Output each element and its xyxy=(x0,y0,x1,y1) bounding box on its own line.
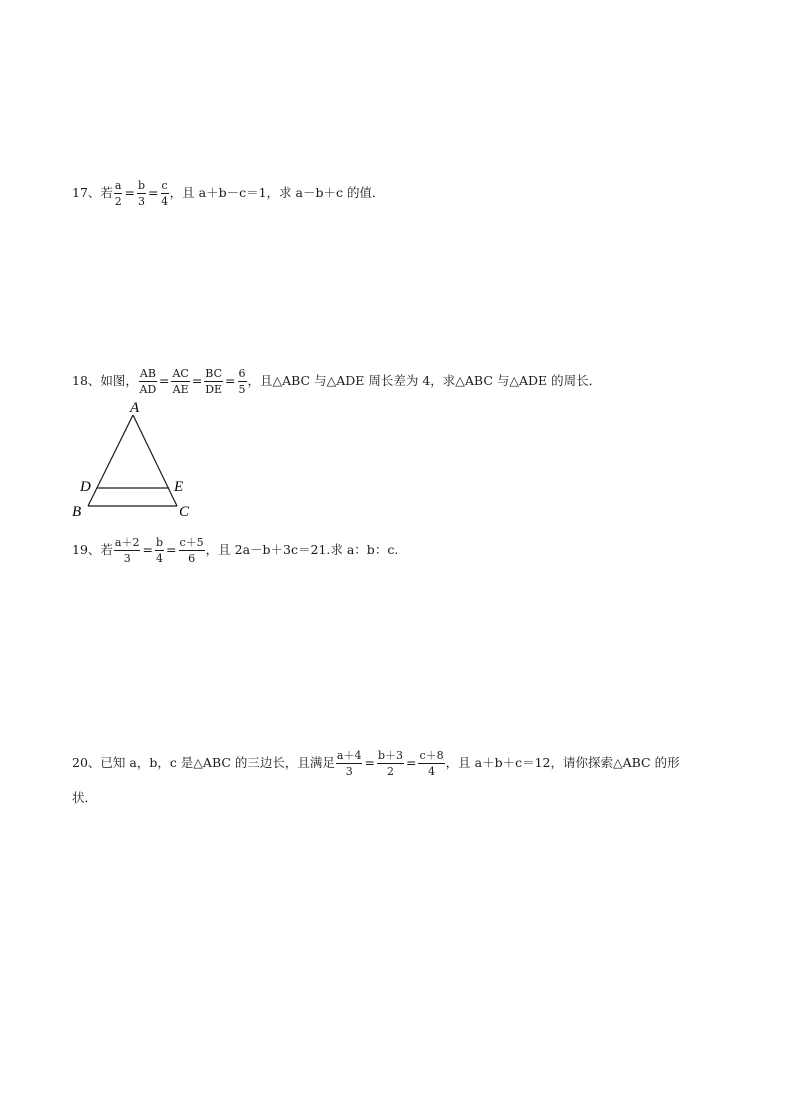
fraction: $\frac{a+4}{3}$ xyxy=(336,749,362,778)
problem-17 xyxy=(72,180,384,207)
fraction: $\frac{a}{2}$ xyxy=(114,179,122,208)
vertex-label-a: A xyxy=(130,400,140,416)
vertex-label-c: C xyxy=(179,504,190,520)
equals-sign: = xyxy=(124,185,135,201)
problem-number: 18、 xyxy=(72,373,101,389)
problem-text: ，且 a＋b－c＝1，求 a－b＋c 的值． xyxy=(169,185,385,201)
problem-lead: 若 xyxy=(100,542,113,558)
fraction: $\frac{a+2}{3}$ xyxy=(114,536,140,565)
equals-sign: = xyxy=(148,185,159,201)
equals-sign: = xyxy=(225,373,236,389)
vertex-label-b: B xyxy=(72,504,82,520)
equals-sign: = xyxy=(158,373,170,389)
fraction: $\frac{6}{5}$ xyxy=(238,367,246,396)
problem-20-continuation: 状． xyxy=(72,790,98,805)
problem-number: 19、 xyxy=(72,542,101,558)
problem-number: 17、 xyxy=(72,185,101,201)
vertex-label-e: E xyxy=(174,479,184,495)
equals-sign: = xyxy=(364,755,375,771)
problem-lead: 若 xyxy=(100,185,113,201)
equals-sign: = xyxy=(142,542,153,558)
problem-text: ，且 2a－b＋3c＝21.求 a：b：c. xyxy=(205,542,399,558)
triangle-side-ab xyxy=(88,415,133,506)
fraction: $\frac{BC}{DE}$ xyxy=(205,367,223,396)
problem-number: 20、 xyxy=(72,755,101,771)
problem-20 xyxy=(72,750,680,777)
problem-text: ，且△ABC 与△ADE 周长差为 4，求△ABC 与△ADE 的周长． xyxy=(247,373,602,389)
equals-sign: = xyxy=(191,373,203,389)
fraction: $\frac{AC}{AE}$ xyxy=(172,367,189,396)
equals-sign: = xyxy=(166,542,177,558)
fraction: $\frac{c+5}{6}$ xyxy=(179,536,204,565)
equals-sign: = xyxy=(406,755,417,771)
problem-19 xyxy=(72,537,398,564)
fraction: $\frac{b+3}{2}$ xyxy=(377,749,403,778)
triangle-side-ac xyxy=(133,415,177,506)
fraction: $\frac{b}{3}$ xyxy=(137,179,146,208)
vertex-label-d: D xyxy=(80,479,91,495)
problem-18 xyxy=(72,368,601,395)
problem-lead: 如图， xyxy=(100,373,138,389)
triangle-figure xyxy=(70,400,200,520)
fraction: $\frac{c+8}{4}$ xyxy=(419,749,444,778)
problem-text: ，且 a＋b＋c＝12，请你探索△ABC 的形 xyxy=(445,755,680,771)
fraction: $\frac{b}{4}$ xyxy=(155,536,164,565)
problem-lead: 已知 a，b，c 是△ABC 的三边长，且满足 xyxy=(100,755,335,771)
fraction: $\frac{AB}{AD}$ xyxy=(139,367,157,396)
fraction: $\frac{c}{4}$ xyxy=(161,179,169,208)
